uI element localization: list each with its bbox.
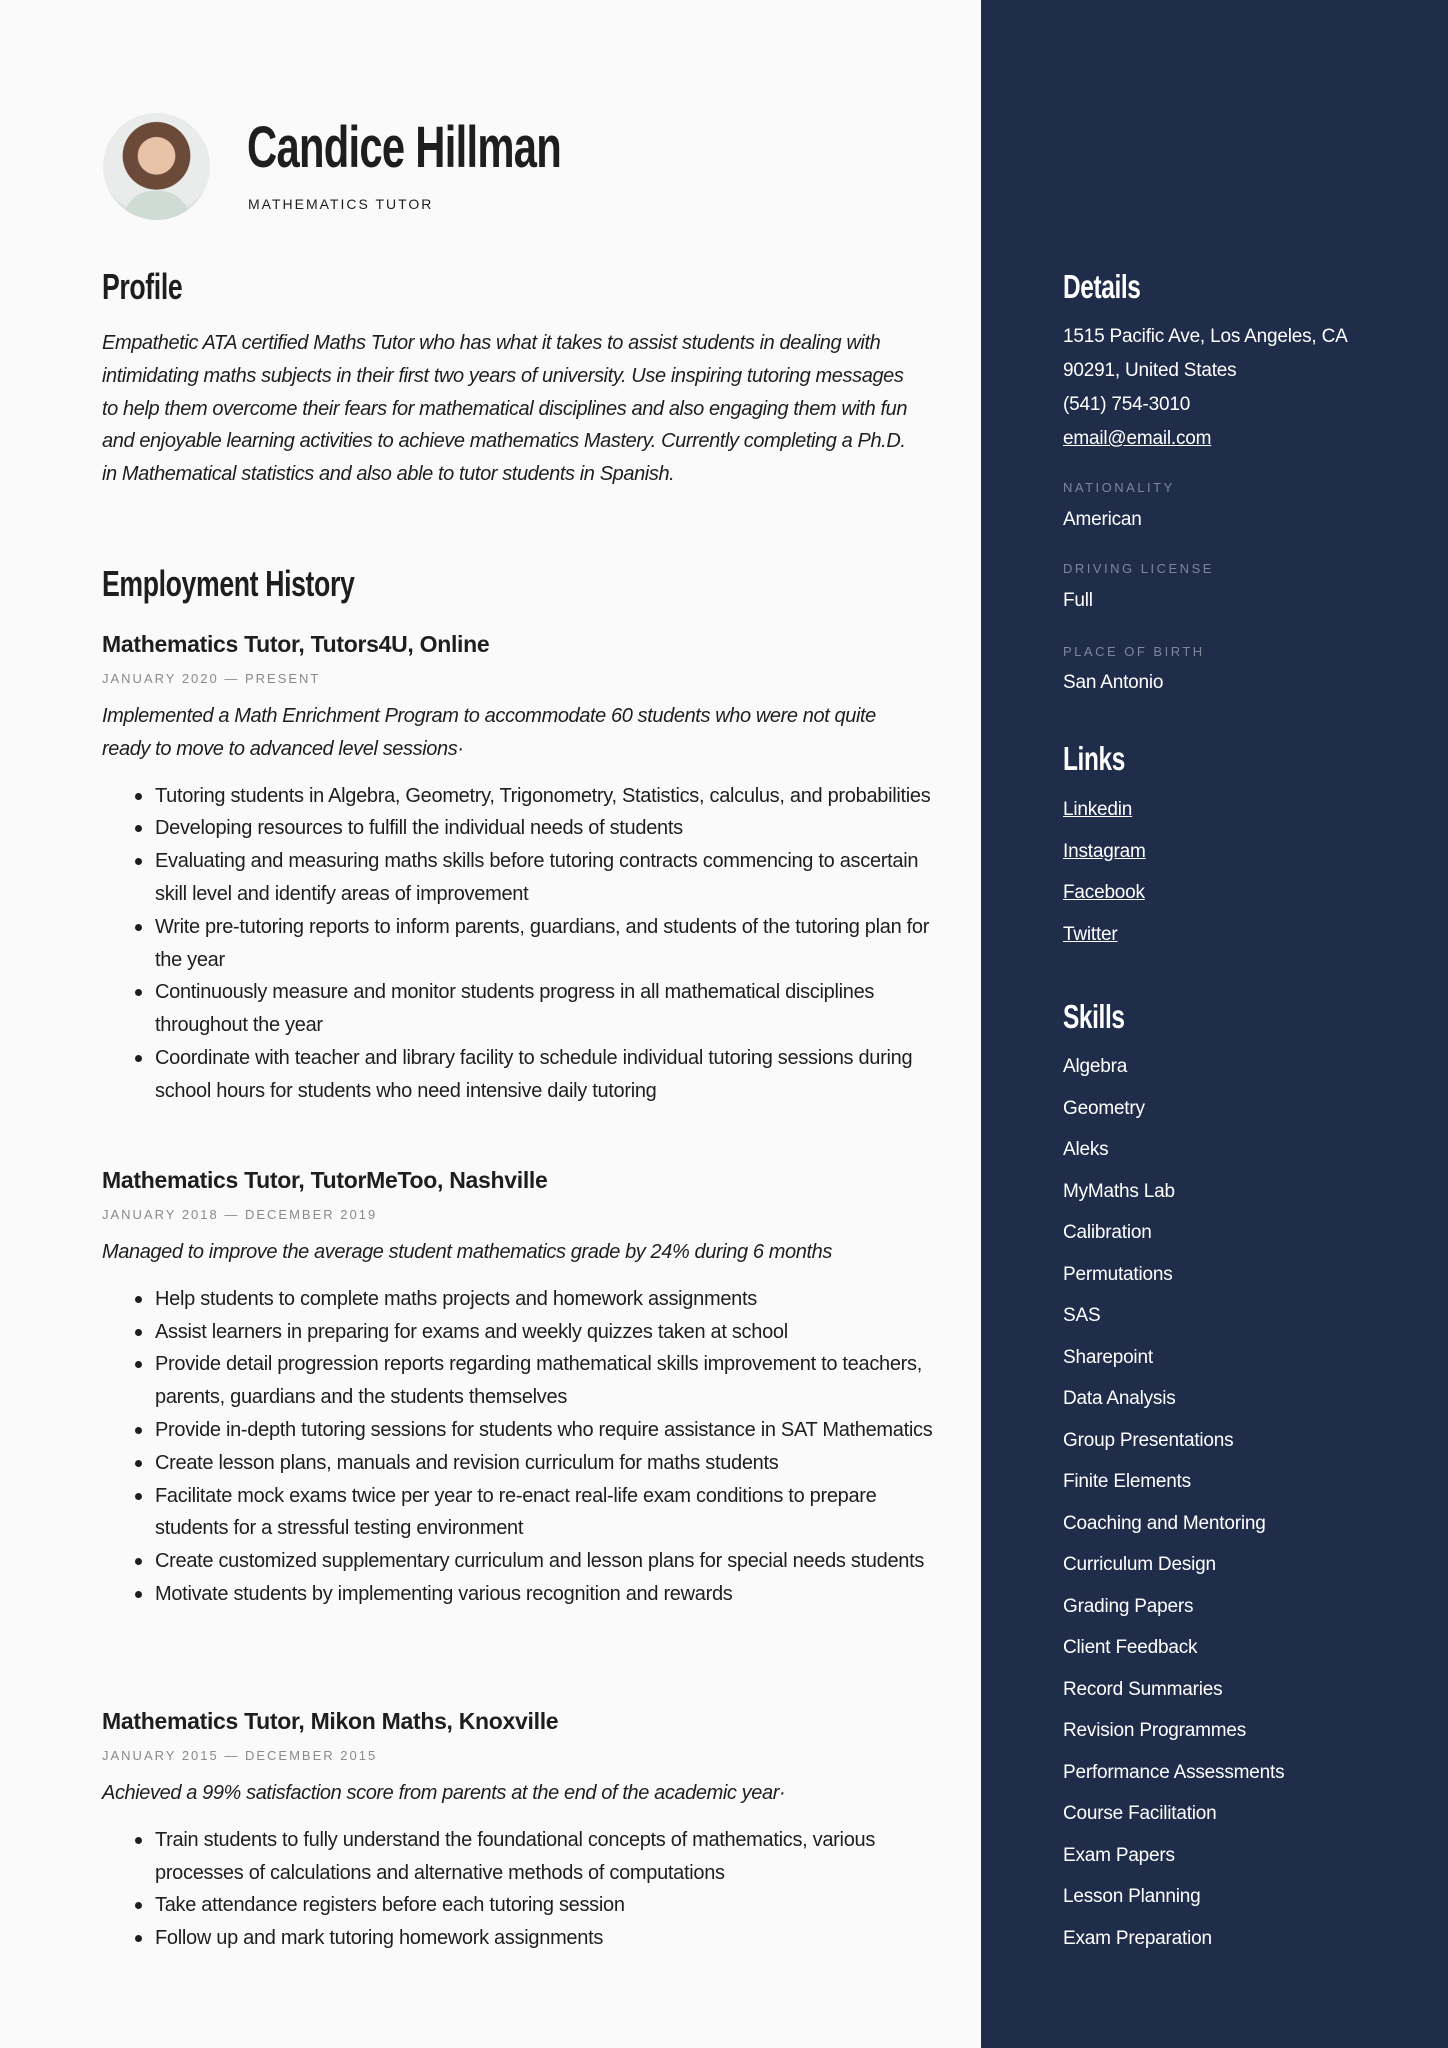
- details-heading: Details: [1063, 268, 1141, 305]
- skill-item: Curriculum Design: [1063, 1554, 1216, 1575]
- skill-item: Finite Elements: [1063, 1471, 1191, 1492]
- link-facebook[interactable]: Facebook: [1063, 882, 1145, 903]
- skill-item: Exam Preparation: [1063, 1927, 1212, 1949]
- job-title: Mathematics Tutor, Tutors4U, Online: [102, 631, 490, 657]
- candidate-title: MATHEMATICS TUTOR: [248, 196, 434, 212]
- skill-item: Calibration: [1063, 1222, 1152, 1243]
- profile-heading: Profile: [102, 266, 183, 307]
- skill-item: Coaching and Mentoring: [1063, 1512, 1266, 1534]
- address-line-2: 90291, United States: [1063, 360, 1237, 381]
- license-label: DRIVING LICENSE: [1063, 561, 1214, 576]
- skill-item: SAS: [1063, 1305, 1101, 1326]
- job-dates: JANUARY 2018 — DECEMBER 2019: [102, 1207, 378, 1222]
- links-heading: Links: [1063, 740, 1125, 777]
- job-bullet: Tutoring students in Algebra, Geometry, Trigonometry, Statistics, calculus, and probabilities: [155, 780, 945, 813]
- skill-item: Exam Papers: [1063, 1844, 1175, 1866]
- link-instagram[interactable]: Instagram: [1063, 840, 1146, 862]
- job-bullet: Create lesson plans, manuals and revision curriculum for maths students: [155, 1447, 945, 1480]
- skill-item: Permutations: [1063, 1263, 1173, 1285]
- job-bullet: Continuously measure and monitor students progress in all mathematical disciplines throughout the year: [155, 976, 945, 1042]
- job-title: Mathematics Tutor, TutorMeToo, Nashville: [102, 1167, 548, 1193]
- job-entry: [102, 1704, 922, 1955]
- job-summary: Implemented a Math Enrichment Program to accommodate 60 students who were not quite ready to move to advanced level sessions·: [102, 705, 876, 760]
- job-bullet: Provide in-depth tutoring sessions for students who require assistance in SAT Mathematics: [155, 1414, 945, 1447]
- job-dates: JANUARY 2020 — PRESENT: [102, 671, 321, 686]
- job-bullet: Write pre-tutoring reports to inform parents, guardians, and students of the tutoring plan for the year: [155, 911, 945, 977]
- skill-item: Performance Assessments: [1063, 1761, 1285, 1783]
- avatar: [103, 113, 210, 220]
- license-value: Full: [1063, 590, 1093, 611]
- job-title: Mathematics Tutor, Mikon Maths, Knoxville: [102, 1708, 559, 1734]
- skill-item: Data Analysis: [1063, 1388, 1176, 1409]
- job-summary: Managed to improve the average student mathematics grade by 24% during 6 months: [102, 1241, 832, 1263]
- skills-heading: Skills: [1063, 998, 1125, 1035]
- skill-item: Revision Programmes: [1063, 1720, 1247, 1741]
- job-entry: [102, 1163, 933, 1611]
- nationality-value: American: [1063, 509, 1142, 530]
- job-bullet: Help students to complete maths projects and homework assignments: [155, 1283, 945, 1316]
- job-bullet: Facilitate mock exams twice per year to re-enact real-life exam conditions to prepare students for a stressful testing environment: [155, 1480, 945, 1546]
- job-bullet: Take attendance registers before each tutoring session: [155, 1889, 945, 1922]
- skill-item: Lesson Planning: [1063, 1886, 1201, 1907]
- skill-item: Aleks: [1063, 1139, 1109, 1160]
- job-bullet: Motivate students by implementing various recognition and rewards: [155, 1578, 945, 1611]
- skill-item: Algebra: [1063, 1056, 1128, 1077]
- skill-item: Record Summaries: [1063, 1678, 1223, 1700]
- job-bullets: [102, 780, 962, 1108]
- job-bullet: Assist learners in preparing for exams and weekly quizzes taken at school: [155, 1316, 945, 1349]
- nationality-label: NATIONALITY: [1063, 480, 1175, 495]
- skill-item: Sharepoint: [1063, 1346, 1153, 1368]
- job-bullets: [102, 1824, 962, 1955]
- job-summary: Achieved a 99% satisfaction score from parents at the end of the academic year·: [102, 1782, 786, 1804]
- email-link[interactable]: email@email.com: [1063, 428, 1212, 449]
- job-bullet: Evaluating and measuring maths skills before tutoring contracts commencing to ascertain skill level and identify areas of improvement: [155, 845, 945, 911]
- job-bullet: Follow up and mark tutoring homework assignments: [155, 1922, 945, 1955]
- job-bullets: [102, 1283, 962, 1611]
- skill-item: Client Feedback: [1063, 1637, 1198, 1658]
- skill-item: MyMaths Lab: [1063, 1180, 1175, 1202]
- job-bullet: Create customized supplementary curriculum and lesson plans for special needs students: [155, 1545, 945, 1578]
- birth-value: San Antonio: [1063, 672, 1164, 693]
- job-bullet: Provide detail progression reports regarding mathematical skills improvement to teachers, parents, guardians and the students themselves: [155, 1348, 945, 1414]
- employment-heading: Employment History: [102, 563, 355, 604]
- skill-item: Course Facilitation: [1063, 1803, 1217, 1824]
- job-bullet: Coordinate with teacher and library facility to schedule individual tutoring sessions during school hours for students who need intensive daily tutoring: [155, 1042, 945, 1108]
- link-twitter[interactable]: Twitter: [1063, 923, 1118, 945]
- phone: (541) 754-3010: [1063, 394, 1191, 415]
- profile-text: Empathetic ATA certified Maths Tutor who has what it takes to assist students in dealing with intimidating maths subjects in their first two years of university. Use inspiring tutoring messages to help them overcome their fears for mathematical disciplines and also engaging them with fun and enjoyable learning activities to achieve mathematics Mastery. Currently completing a Ph.D. in Mathematical statistics and also able to tutor students in Spanish.: [102, 332, 908, 486]
- skill-item: Grading Papers: [1063, 1595, 1194, 1617]
- skill-item: Geometry: [1063, 1097, 1145, 1119]
- link-linkedin[interactable]: Linkedin: [1063, 799, 1133, 820]
- birth-label: PLACE OF BIRTH: [1063, 644, 1205, 659]
- skill-item: Group Presentations: [1063, 1429, 1234, 1451]
- job-bullet: Train students to fully understand the foundational concepts of mathematics, various processes of calculations and alternative methods of computations: [155, 1824, 945, 1890]
- job-dates: JANUARY 2015 — DECEMBER 2015: [102, 1748, 378, 1763]
- address-line-1: 1515 Pacific Ave, Los Angeles, CA: [1063, 326, 1348, 347]
- candidate-name: Candice Hillman: [247, 115, 562, 180]
- job-bullet: Developing resources to fulfill the individual needs of students: [155, 812, 945, 845]
- job-entry: [102, 627, 931, 1108]
